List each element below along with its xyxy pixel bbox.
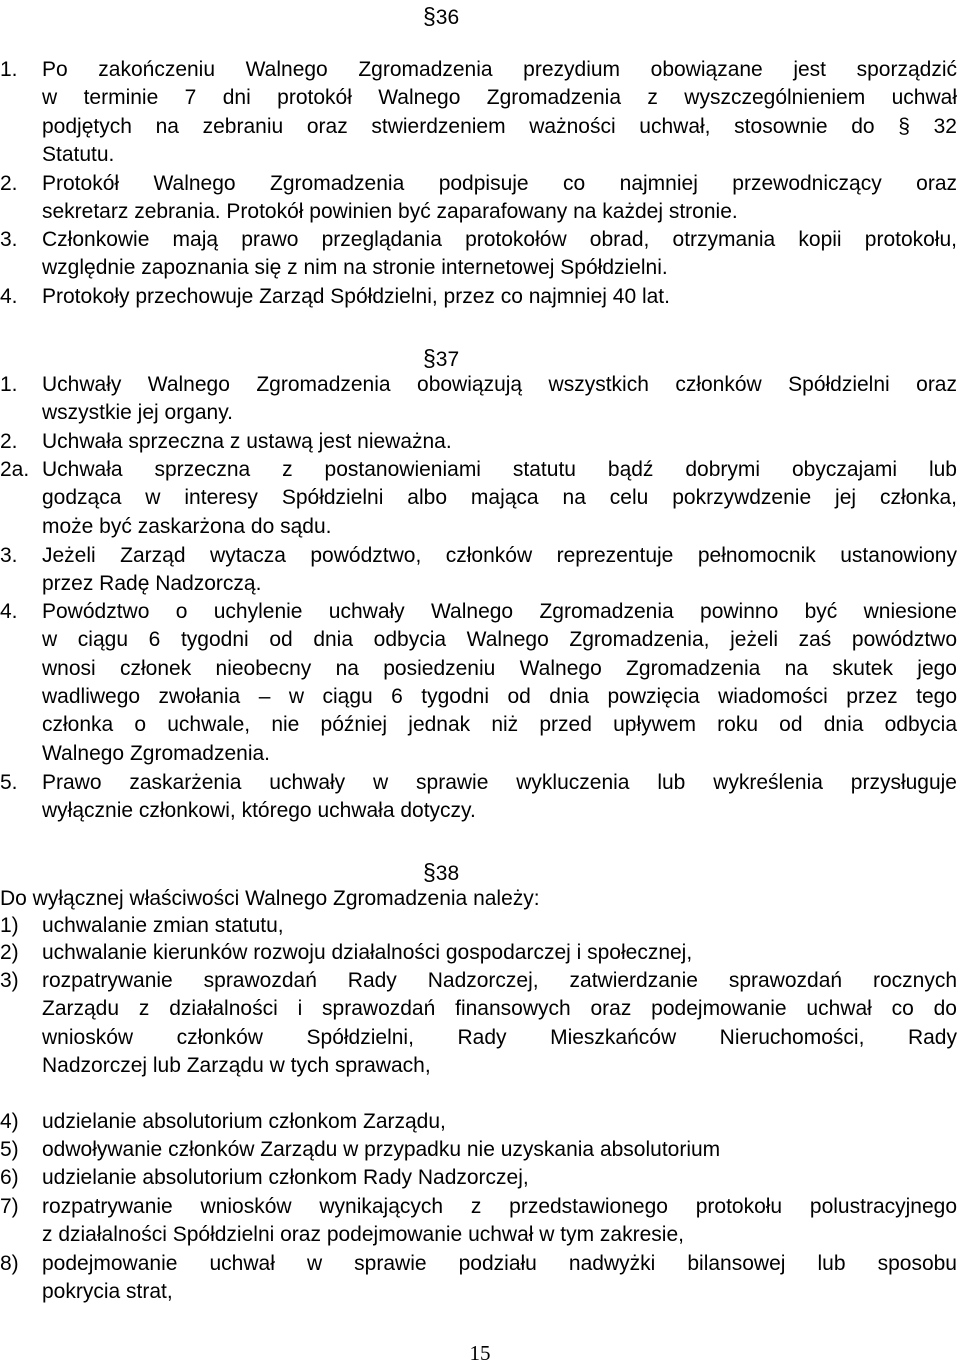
item-text: sekretarz zebrania. Protokół powinien być zaparafowany na każdej stronie. — [42, 200, 738, 223]
page-number: 15 — [469, 1341, 491, 1365]
section-intro: Do wyłącznej właściwości Walnego Zgromadzenia należy: — [0, 887, 540, 910]
item-number: 4. — [0, 600, 18, 623]
item-text: godząca w interesy Spółdzielni albo mająca na celu pokrzywdzenie jej członka, — [42, 486, 957, 509]
item-number: 3) — [0, 969, 19, 992]
item-text: z działalności Spółdzielni oraz podejmowanie uchwał w tym zakresie, — [42, 1223, 684, 1246]
item-line — [0, 371, 960, 399]
item-line — [0, 226, 960, 254]
item-number: 1. — [0, 373, 18, 396]
item-line — [0, 1278, 960, 1306]
item-line — [0, 769, 960, 797]
item-line — [0, 995, 960, 1023]
item-text: uchwalanie kierunków rozwoju działalności gospodarczej i społecznej, — [42, 941, 693, 964]
item-line — [0, 1052, 960, 1080]
item-number: 2. — [0, 430, 18, 453]
item-line — [0, 1108, 960, 1136]
item-number: 7) — [0, 1195, 19, 1218]
item-text: w terminie 7 dni protokół Walnego Zgromadzenia z wyszczególnieniem uchwał — [42, 86, 957, 109]
item-line — [0, 570, 960, 598]
section-symbol: § — [423, 345, 435, 371]
item-line — [0, 1193, 960, 1221]
item-line — [0, 683, 960, 711]
item-text: Uchwała sprzeczna z ustawą jest nieważna. — [42, 430, 452, 453]
item-line — [0, 198, 960, 226]
item-line — [0, 1250, 960, 1278]
item-line — [0, 513, 960, 541]
item-text: podejmowanie uchwał w sprawie podziału nadwyżki bilansowej lub sposobu — [42, 1252, 957, 1275]
item-line — [0, 797, 960, 825]
item-line — [0, 170, 960, 198]
item-text: Powództwo o uchylenie uchwały Walnego Zgromadzenia powinno być wniesione — [42, 600, 957, 623]
item-text: pokrycia strat, — [42, 1280, 173, 1303]
section-symbol: § — [423, 859, 435, 885]
item-text: Protokół Walnego Zgromadzenia podpisuje co najmniej przewodniczący oraz — [42, 172, 957, 195]
item-text: może być zaskarżona do sądu. — [42, 515, 332, 538]
item-number: 5) — [0, 1138, 19, 1161]
item-text: rozpatrywanie sprawozdań Rady Nadzorczej, zatwierdzanie sprawozdań rocznych — [42, 969, 957, 992]
item-line — [0, 542, 960, 570]
item-text: przez Radę Nadzorczą. — [42, 572, 262, 595]
item-text: Uchwała sprzeczna z postanowieniami statutu bądź dobrymi obyczajami lub — [42, 458, 957, 481]
item-text: Statutu. — [42, 143, 115, 166]
item-line — [0, 1136, 960, 1164]
item-number: 3. — [0, 228, 18, 251]
section-number: 38 — [435, 862, 460, 885]
item-text: podjętych na zebraniu oraz stwierdzeniem ważności uchwał, stosownie do § 32 — [42, 115, 957, 138]
item-line — [0, 484, 960, 512]
item-text: udzielanie absolutorium członkom Rady Nadzorczej, — [42, 1166, 529, 1189]
item-number: 6) — [0, 1166, 19, 1189]
item-line — [0, 84, 960, 112]
item-text: Walnego Zgromadzenia. — [42, 742, 271, 765]
item-text: udzielanie absolutorium członkom Zarządu, — [42, 1110, 446, 1133]
section-heading — [423, 2, 459, 32]
section-heading — [423, 858, 459, 888]
item-number: 3. — [0, 544, 18, 567]
item-number: 4. — [0, 285, 18, 308]
section-number: 36 — [435, 6, 460, 29]
item-line — [0, 939, 960, 967]
item-line — [0, 456, 960, 484]
item-text: wniosków członków Spółdzielni, Rady Mieszkańców Nieruchomości, Rady — [42, 1026, 957, 1049]
item-number: 1. — [0, 58, 18, 81]
item-text: wnosi członek nieobecny na posiedzeniu Walnego Zgromadzenia na skutek jego — [42, 657, 957, 680]
item-text: wadliwego zwołania – w ciągu 6 tygodni od dnia powzięcia wiadomości przez tego — [42, 685, 957, 708]
item-text: Po zakończeniu Walnego Zgromadzenia prezydium obowiązane jest sporządzić — [42, 58, 957, 81]
item-number: 4) — [0, 1110, 19, 1133]
item-line — [0, 626, 960, 654]
item-text: wyłącznie członkowi, którego uchwała dotyczy. — [42, 799, 476, 822]
item-line — [0, 740, 960, 768]
item-number: 1) — [0, 914, 19, 937]
item-text: Protokoły przechowuje Zarząd Spółdzielni, przez co najmniej 40 lat. — [42, 285, 670, 308]
item-text: względnie zapoznania się z nim na stronie internetowej Spółdzielni. — [42, 256, 668, 279]
item-line — [0, 655, 960, 683]
item-line — [0, 254, 960, 282]
item-number: 8) — [0, 1252, 19, 1275]
item-line — [0, 428, 960, 456]
item-text: wszystkie jej organy. — [42, 401, 234, 424]
item-text: Prawo zaskarżenia uchwały w sprawie wykluczenia lub wykreślenia przysługuje — [42, 771, 957, 794]
item-text: Członkowie mają prawo przeglądania protokołów obrad, otrzymania kopii protokołu, — [42, 228, 957, 251]
item-number: 2) — [0, 941, 19, 964]
item-line — [0, 912, 960, 940]
item-line — [0, 598, 960, 626]
item-line — [0, 399, 960, 427]
item-line — [0, 1221, 960, 1249]
item-line — [0, 1164, 960, 1192]
item-text: Uchwały Walnego Zgromadzenia obowiązują wszystkich członków Spółdzielni oraz — [42, 373, 957, 396]
item-line — [0, 56, 960, 84]
item-text: uchwalanie zmian statutu, — [42, 914, 284, 937]
item-line — [0, 967, 960, 995]
item-text: członka o uchwale, nie później jednak niż przed upływem roku od dnia odbycia — [42, 713, 957, 736]
item-number: 2. — [0, 172, 18, 195]
item-line — [0, 1024, 960, 1052]
section-heading — [423, 344, 459, 374]
item-text: Zarządu z działalności i sprawozdań finansowych oraz podejmowanie uchwał co do — [42, 997, 957, 1020]
item-number: 2a. — [0, 458, 30, 481]
item-line — [0, 283, 960, 311]
item-line — [0, 141, 960, 169]
item-text: w ciągu 6 tygodni od dnia odbycia Walnego Zgromadzenia, jeżeli zaś powództwo — [42, 628, 957, 651]
item-line — [0, 711, 960, 739]
section-number: 37 — [435, 348, 460, 371]
section-symbol: § — [423, 3, 435, 29]
item-line — [0, 113, 960, 141]
item-text: Nadzorczej lub Zarządu w tych sprawach, — [42, 1054, 431, 1077]
item-text: Jeżeli Zarząd wytacza powództwo, członków reprezentuje pełnomocnik ustanowiony — [42, 544, 957, 567]
item-text: rozpatrywanie wniosków wynikających z przedstawionego protokołu polustracyjnego — [42, 1195, 957, 1218]
item-number: 5. — [0, 771, 18, 794]
item-text: odwoływanie członków Zarządu w przypadku nie uzyskania absolutorium — [42, 1138, 721, 1161]
